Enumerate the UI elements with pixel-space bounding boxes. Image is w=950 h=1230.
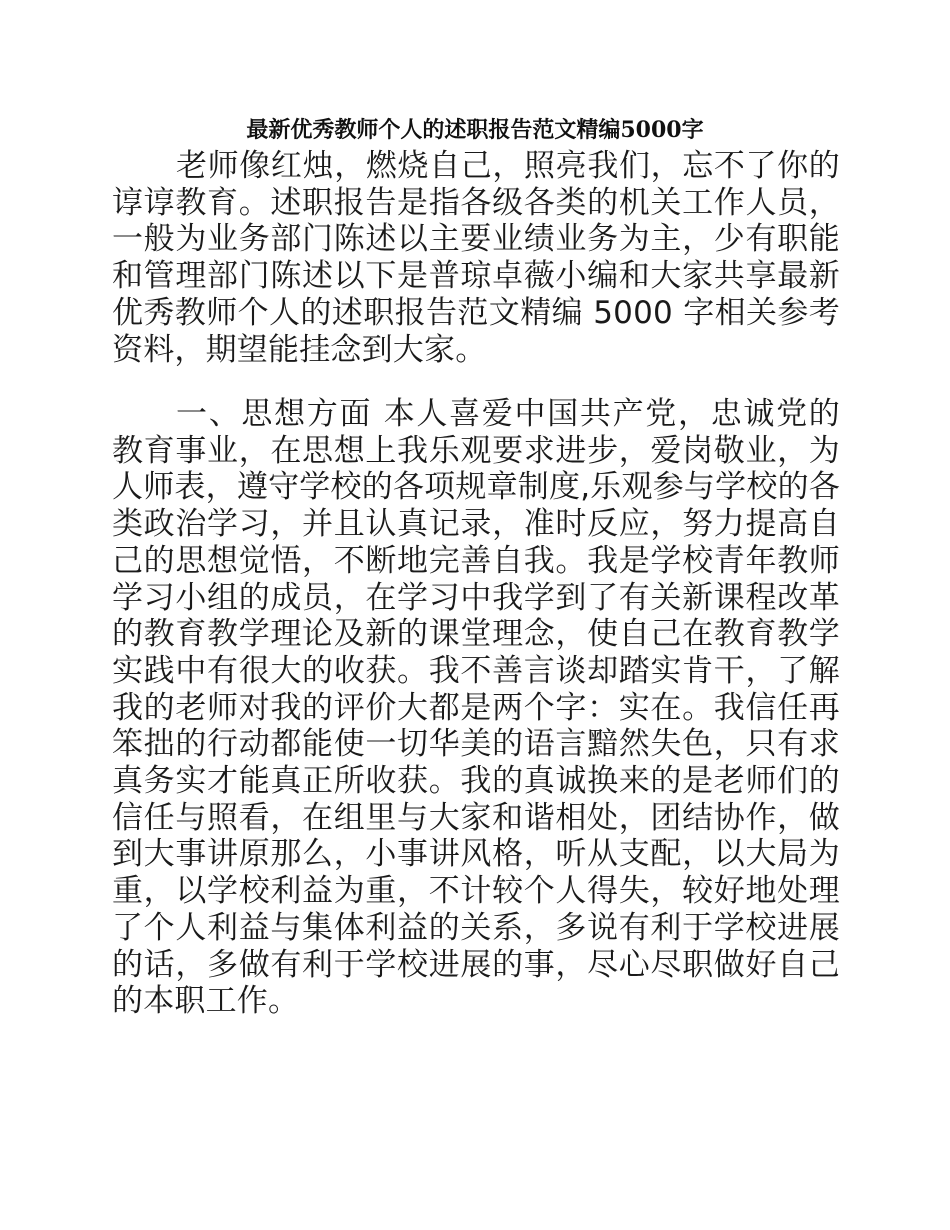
document-title: 最新优秀教师个人的述职报告范文精编5000字	[246, 117, 704, 143]
intro-paragraph: 老师像红烛，燃烧自己，照亮我们，忘不了你的谆谆教育。述职报告是指各级各类的机关工作人员，一般为业务部门陈述以主要业绩业务为主，少有职能和管理部门陈述以下是普琼卓薇小编和大家共享最新优秀教师个人的述职报告范文精编 5000 字相关参考资料，期望能挂念到大家。	[112, 148, 840, 368]
thought-section-paragraph: 一、思想方面 本人喜爱中国共产党，忠诚党的教育事业，在思想上我乐观要求进步，爱岗敬业，为人师表，遵守学校的各项规章制度,乐观参与学校的各类政治学习，并且认真记录，准时反应，努力提高自己的思想觉悟，不断地完善自我。我是学校青年教师学习小组的成员，在学习中我学到了有关新课程改革的教育教学理论及新的课堂理念，使自己在教育教学实践中有很大的收获。我不善言谈却踏实肯干，了解我的老师对我的评价大都是两个字：实在。我信任再笨拙的行动都能使一切华美的语言黯然失色，只有求真务实才能真正所收获。我的真诚换来的是老师们的信任与照看，在组里与大家和谐相处，团结协作，做到大事讲原那么，小事讲风格，听从支配，以大局为重，以学校利益为重，不计较个人得失，较好地处理了个人利益与集体利益的关系，多说有利于学校进展的话，多做有利于学校进展的事，尽心尽职做好自己的本职工作。	[112, 396, 840, 1020]
